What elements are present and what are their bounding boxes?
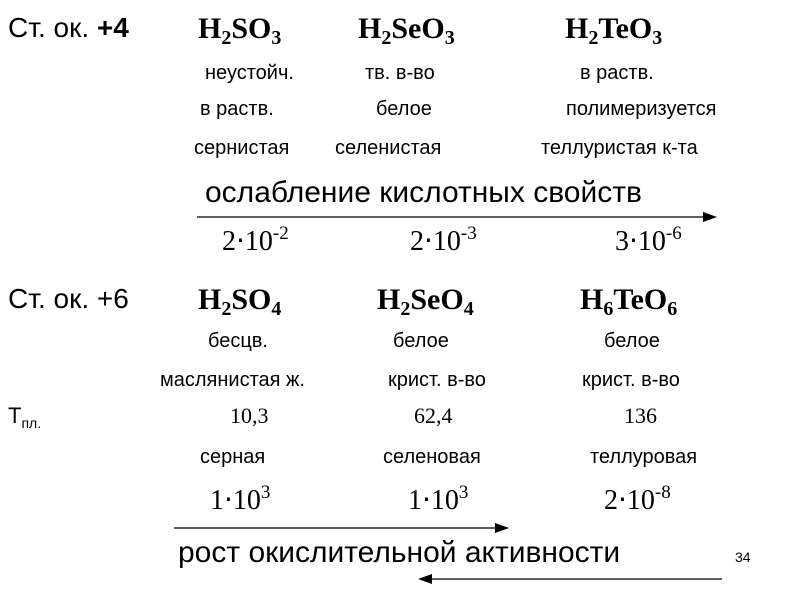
property-text: крист. в-во	[388, 369, 486, 391]
property-text: тв. в-во	[365, 62, 435, 84]
dissociation-constant: $3\cdot 10^{-6}$	[615, 223, 682, 257]
melting-point-label: $Т_{пл.}$	[8, 403, 42, 431]
arrow-right-icon	[172, 521, 512, 535]
dissociation-constant: $2\cdot 10^{-8}$	[604, 482, 671, 516]
formula-h2so3: $H_2SO_3$	[198, 12, 282, 49]
melting-point-value: 62,4	[414, 403, 453, 428]
formula-h6teo6: $H_6TeO_6$	[580, 283, 678, 320]
arrow-left-icon	[416, 572, 726, 586]
dissociation-constant: $1\cdot 10^3$	[210, 482, 271, 516]
trend-oxidizing-text: рост окислительной активности	[178, 536, 621, 569]
acid-name: селеновая	[383, 446, 481, 468]
property-text: в раств.	[580, 62, 654, 84]
acid-name: теллуровая	[590, 446, 698, 468]
oxidation-state-4-label: Ст. ок. +4	[8, 12, 129, 43]
property-text: крист. в-во	[582, 369, 680, 391]
property-text: полимеризуется	[566, 98, 717, 120]
property-text: в раств.	[200, 98, 274, 120]
acid-name: сернистая	[194, 137, 290, 159]
formula-h2so4: $H_2SO_4$	[198, 283, 282, 320]
melting-point-value: 10,3	[230, 403, 269, 428]
formula-h2teo3: $H_2TeO_3$	[565, 12, 663, 49]
property-text: неустойч.	[205, 62, 294, 84]
dissociation-constant: $2\cdot 10^{-3}$	[410, 223, 477, 257]
acid-name: теллуристая к-та	[541, 137, 698, 159]
arrow-right-icon	[195, 210, 720, 224]
formula-h2seo3: $H_2SeO_3$	[358, 12, 455, 49]
property-text: белое	[376, 98, 432, 120]
page-number: 34	[735, 549, 751, 565]
property-text: белое	[604, 330, 660, 352]
acid-name: селенистая	[335, 137, 442, 159]
oxidation-state-6-label: Ст. ок. +6	[8, 283, 129, 314]
acid-name: серная	[200, 446, 266, 468]
property-text: бесцв.	[208, 330, 268, 352]
dissociation-constant: $2\cdot 10^{-2}$	[222, 223, 289, 257]
melting-point-value: 136	[624, 403, 657, 428]
dissociation-constant: $1\cdot 10^3$	[408, 482, 469, 516]
property-text: маслянистая ж.	[160, 369, 305, 391]
trend-acidity-text: ослабление кислотных свойств	[205, 176, 642, 209]
property-text: белое	[393, 330, 449, 352]
formula-h2seo4: $H_2SeO_4$	[377, 283, 474, 320]
